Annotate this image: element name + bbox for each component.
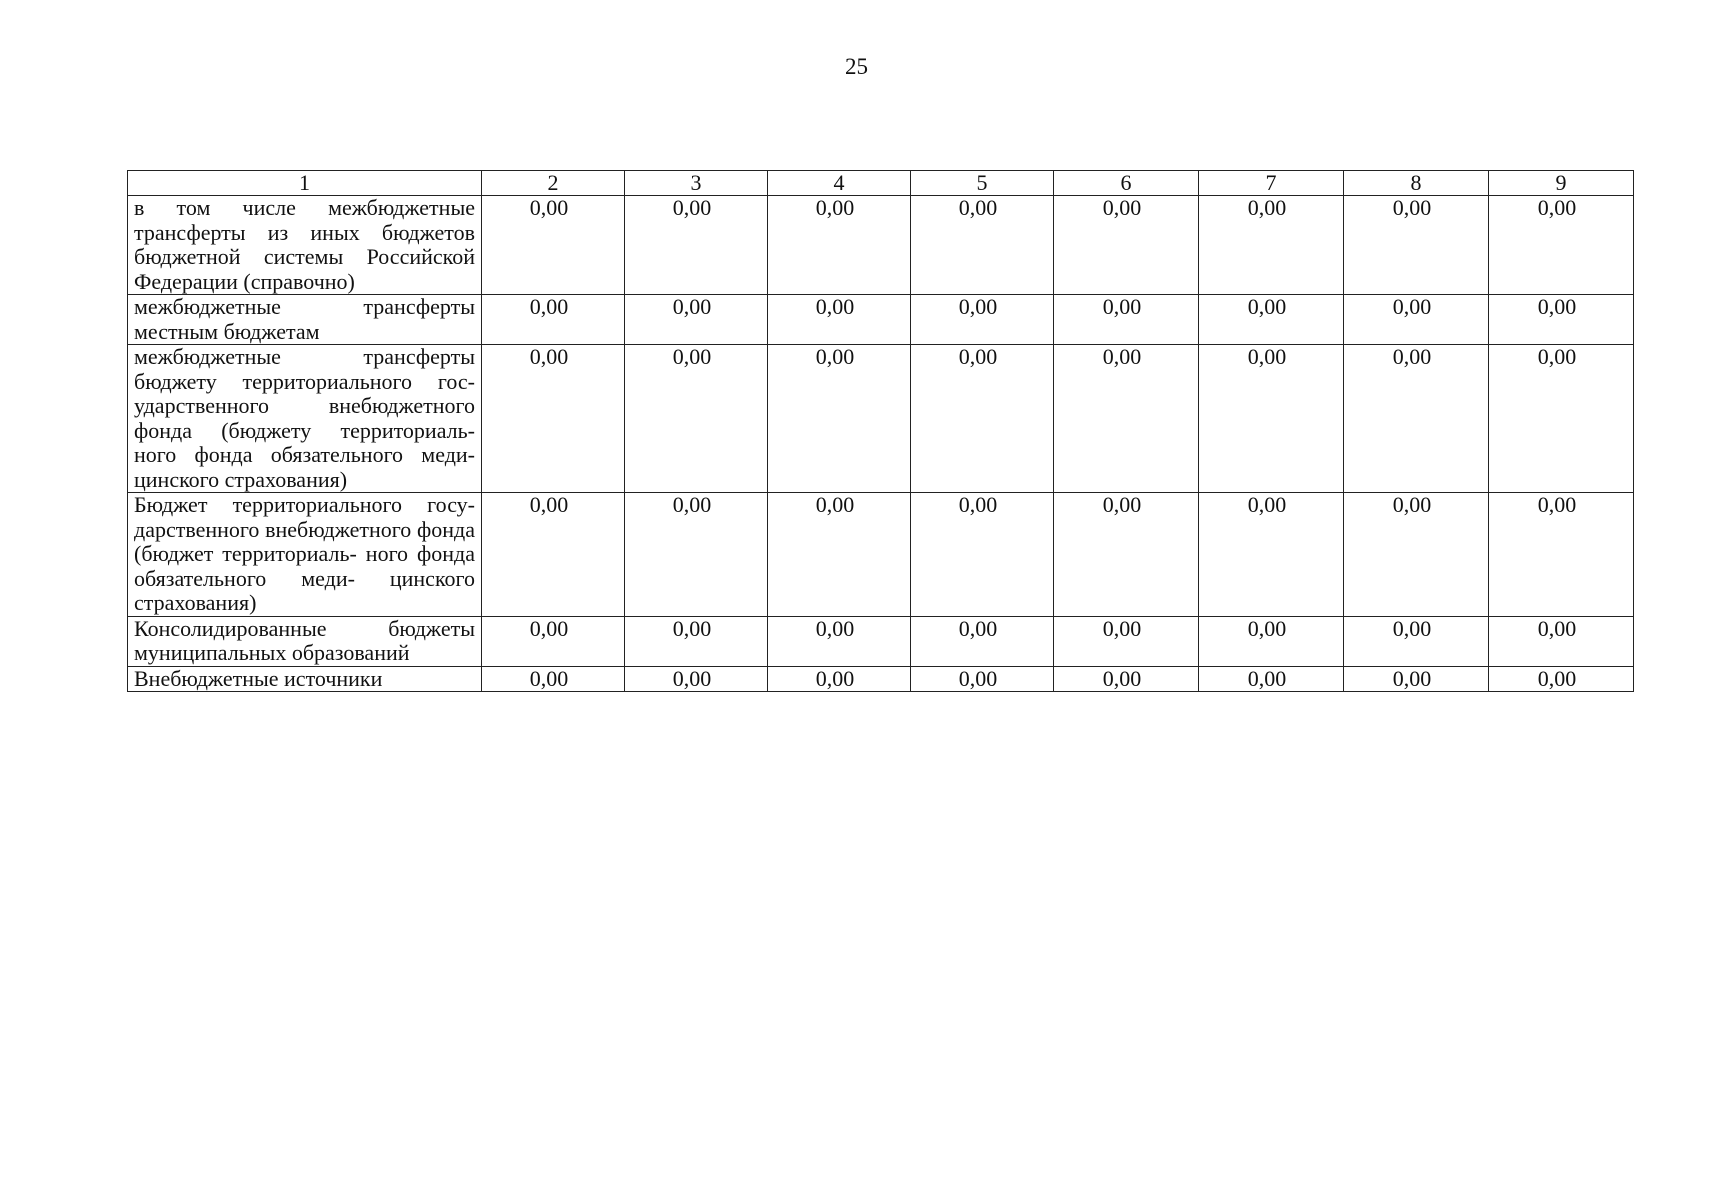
cell-value: 0,00 — [1489, 196, 1634, 295]
page-number: 25 — [845, 54, 868, 79]
cell-value: 0,00 — [625, 666, 768, 692]
table-row — [128, 616, 1634, 666]
cell-value: 0,00 — [1489, 295, 1634, 345]
row-label-line: трансферты из иных бюджетов — [134, 219, 475, 245]
cell-value: 0,00 — [482, 616, 625, 666]
cell-value: 0,00 — [911, 345, 1054, 493]
row-label — [128, 616, 482, 666]
cell-value: 0,00 — [768, 666, 911, 692]
cell-value: 0,00 — [1054, 666, 1199, 692]
cell-value: 0,00 — [625, 493, 768, 617]
row-label — [128, 295, 482, 345]
cell-value: 0,00 — [625, 616, 768, 666]
column-header-9: 9 — [1489, 171, 1634, 196]
row-label-line: фонда (бюджету территориаль- — [134, 417, 475, 443]
column-header-2: 2 — [482, 171, 625, 196]
cell-value: 0,00 — [625, 345, 768, 493]
cell-value: 0,00 — [482, 295, 625, 345]
cell-value: 0,00 — [1344, 666, 1489, 692]
cell-value: 0,00 — [911, 666, 1054, 692]
row-label — [128, 196, 482, 295]
cell-value: 0,00 — [911, 493, 1054, 617]
row-label-line: бюджетной системы Российской — [134, 244, 475, 269]
table-row — [128, 345, 1634, 493]
cell-value: 0,00 — [1054, 345, 1199, 493]
cell-value: 0,00 — [482, 493, 625, 617]
cell-value: 0,00 — [1199, 196, 1344, 295]
cell-value: 0,00 — [768, 616, 911, 666]
cell-value: 0,00 — [1489, 616, 1634, 666]
column-header-4: 4 — [768, 171, 911, 196]
header-row — [128, 171, 1634, 196]
row-label-line: Бюджет территориального госу- — [134, 492, 475, 517]
row-label-line: межбюджетные трансферты — [134, 294, 475, 319]
cell-value: 0,00 — [768, 295, 911, 345]
cell-value: 0,00 — [1054, 196, 1199, 295]
cell-value: 0,00 — [625, 295, 768, 345]
column-header-5: 5 — [911, 171, 1054, 196]
table-row — [128, 295, 1634, 345]
row-label-line: Консолидированные бюджеты — [134, 616, 475, 641]
cell-value: 0,00 — [1054, 493, 1199, 617]
cell-value: 0,00 — [768, 493, 911, 617]
cell-value: 0,00 — [911, 196, 1054, 295]
budget-table — [127, 170, 1634, 692]
cell-value: 0,00 — [1344, 295, 1489, 345]
cell-value: 0,00 — [768, 345, 911, 493]
cell-value: 0,00 — [1344, 616, 1489, 666]
cell-value: 0,00 — [768, 196, 911, 295]
cell-value: 0,00 — [1199, 493, 1344, 617]
table-row — [128, 196, 1634, 295]
table-body — [128, 196, 1634, 692]
cell-value: 0,00 — [482, 345, 625, 493]
column-header-8: 8 — [1344, 171, 1489, 196]
table-row — [128, 493, 1634, 617]
row-label-line: Внебюджетные источники — [134, 666, 383, 691]
column-header-6: 6 — [1054, 171, 1199, 196]
cell-value: 0,00 — [1344, 493, 1489, 617]
row-label-line: ного фонда обязательного меди- — [134, 541, 475, 591]
cell-value: 0,00 — [1199, 616, 1344, 666]
row-label — [128, 493, 482, 617]
cell-value: 0,00 — [1054, 295, 1199, 345]
cell-value: 0,00 — [1489, 345, 1634, 493]
cell-value: 0,00 — [625, 196, 768, 295]
row-label — [128, 666, 482, 692]
cell-value: 0,00 — [911, 295, 1054, 345]
row-label — [128, 345, 482, 493]
cell-value: 0,00 — [1489, 666, 1634, 692]
cell-value: 0,00 — [1344, 196, 1489, 295]
row-label-line: ного фонда обязательного меди- — [134, 442, 475, 467]
cell-value: 0,00 — [1054, 616, 1199, 666]
row-label-line: муниципальных образований — [134, 640, 410, 665]
row-label-line: цинского страхования) — [134, 466, 348, 492]
column-header-7: 7 — [1199, 171, 1344, 196]
row-label-line: Федерации (справочно) — [134, 268, 355, 294]
cell-value: 0,00 — [1199, 345, 1344, 493]
table-container — [127, 170, 1634, 692]
table-row — [128, 666, 1634, 692]
cell-value: 0,00 — [482, 196, 625, 295]
row-label-line: цинского страхования) — [134, 565, 475, 615]
column-header-3: 3 — [625, 171, 768, 196]
row-label-line: в том числе межбюджетные — [134, 195, 475, 220]
row-label-line: межбюджетные трансферты — [134, 344, 475, 369]
cell-value: 0,00 — [1199, 666, 1344, 692]
cell-value: 0,00 — [482, 666, 625, 692]
row-label-line: фонда (бюджет территориаль- — [134, 516, 475, 566]
row-label-line: ударственного внебюджетного — [134, 393, 475, 418]
cell-value: 0,00 — [1199, 295, 1344, 345]
cell-value: 0,00 — [1489, 493, 1634, 617]
column-header-1: 1 — [128, 171, 482, 196]
row-label-line: бюджету территориального гос- — [134, 368, 475, 394]
cell-value: 0,00 — [911, 616, 1054, 666]
row-label-line: местным бюджетам — [134, 318, 320, 344]
cell-value: 0,00 — [1344, 345, 1489, 493]
row-label-line: дарственного внебюджетного — [134, 516, 412, 542]
